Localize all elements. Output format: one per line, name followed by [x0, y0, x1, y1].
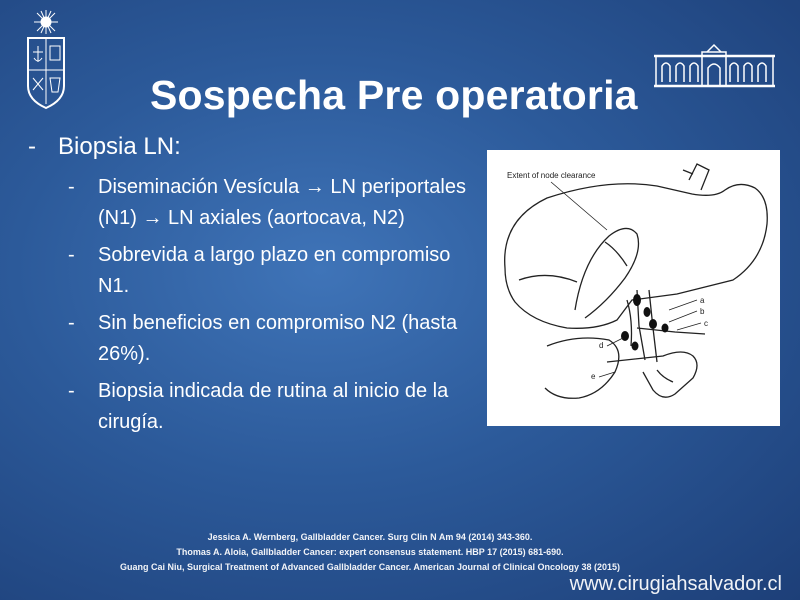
sub-bullet-text: Diseminación Vesícula → LN periportales (N1) → LN axiales (aortocava, N2) [98, 176, 466, 229]
reference-1: Jessica A. Wernberg, Gallbladder Cancer. Surg Clin N Am 94 (2014) 343-360. [207, 532, 533, 542]
marker-label-c: c [704, 319, 708, 328]
figure-caption-label: Extent of node clearance [507, 171, 596, 180]
sub-bullet-list [28, 172, 468, 438]
reference-2: Thomas A. Aloia, Gallbladder Cancer: expert consensus statement. HBP 17 (2015) 681-690. [176, 547, 564, 557]
bullet-dash: - [28, 133, 36, 160]
sub-bullet-text: Biopsia indicada de rutina al inicio de la cirugía. [98, 380, 449, 433]
slide-title: Sospecha Pre operatoria [150, 72, 638, 119]
slide-body [28, 128, 468, 444]
bullet-dash: - [68, 244, 75, 266]
marker-label-b: b [700, 307, 705, 316]
marker-label-a: a [700, 296, 705, 305]
reference-3: Guang Cai Niu, Surgical Treatment of Advanced Gallbladder Cancer. American Journal of Clinical Oncology 38 (2015) [120, 562, 620, 572]
bullet-dash: - [68, 380, 75, 402]
sub-bullet [28, 376, 468, 438]
footer-url: www.cirugiahsalvador.cl [569, 573, 782, 595]
liver-drawing [505, 164, 768, 398]
sub-bullet-text: Sin beneficios en compromiso N2 (hasta 26%). [98, 312, 458, 365]
sub-bullet [28, 308, 468, 370]
marker-label-e: e [591, 372, 596, 381]
bullet-dash: - [68, 176, 75, 198]
bullet-text: Biopsia LN: [58, 133, 181, 160]
sub-bullet [28, 240, 468, 302]
bullet-dash: - [68, 312, 75, 334]
marker-label-d: d [599, 341, 604, 350]
label-lines [551, 182, 701, 377]
university-crest-icon [22, 8, 70, 113]
hospital-building-icon [652, 42, 777, 90]
anatomy-figure [487, 150, 780, 426]
sub-bullet-text: Sobrevida a largo plazo en compromiso N1. [98, 244, 451, 297]
sub-bullet [28, 172, 468, 234]
bullet-biopsia [28, 128, 468, 166]
